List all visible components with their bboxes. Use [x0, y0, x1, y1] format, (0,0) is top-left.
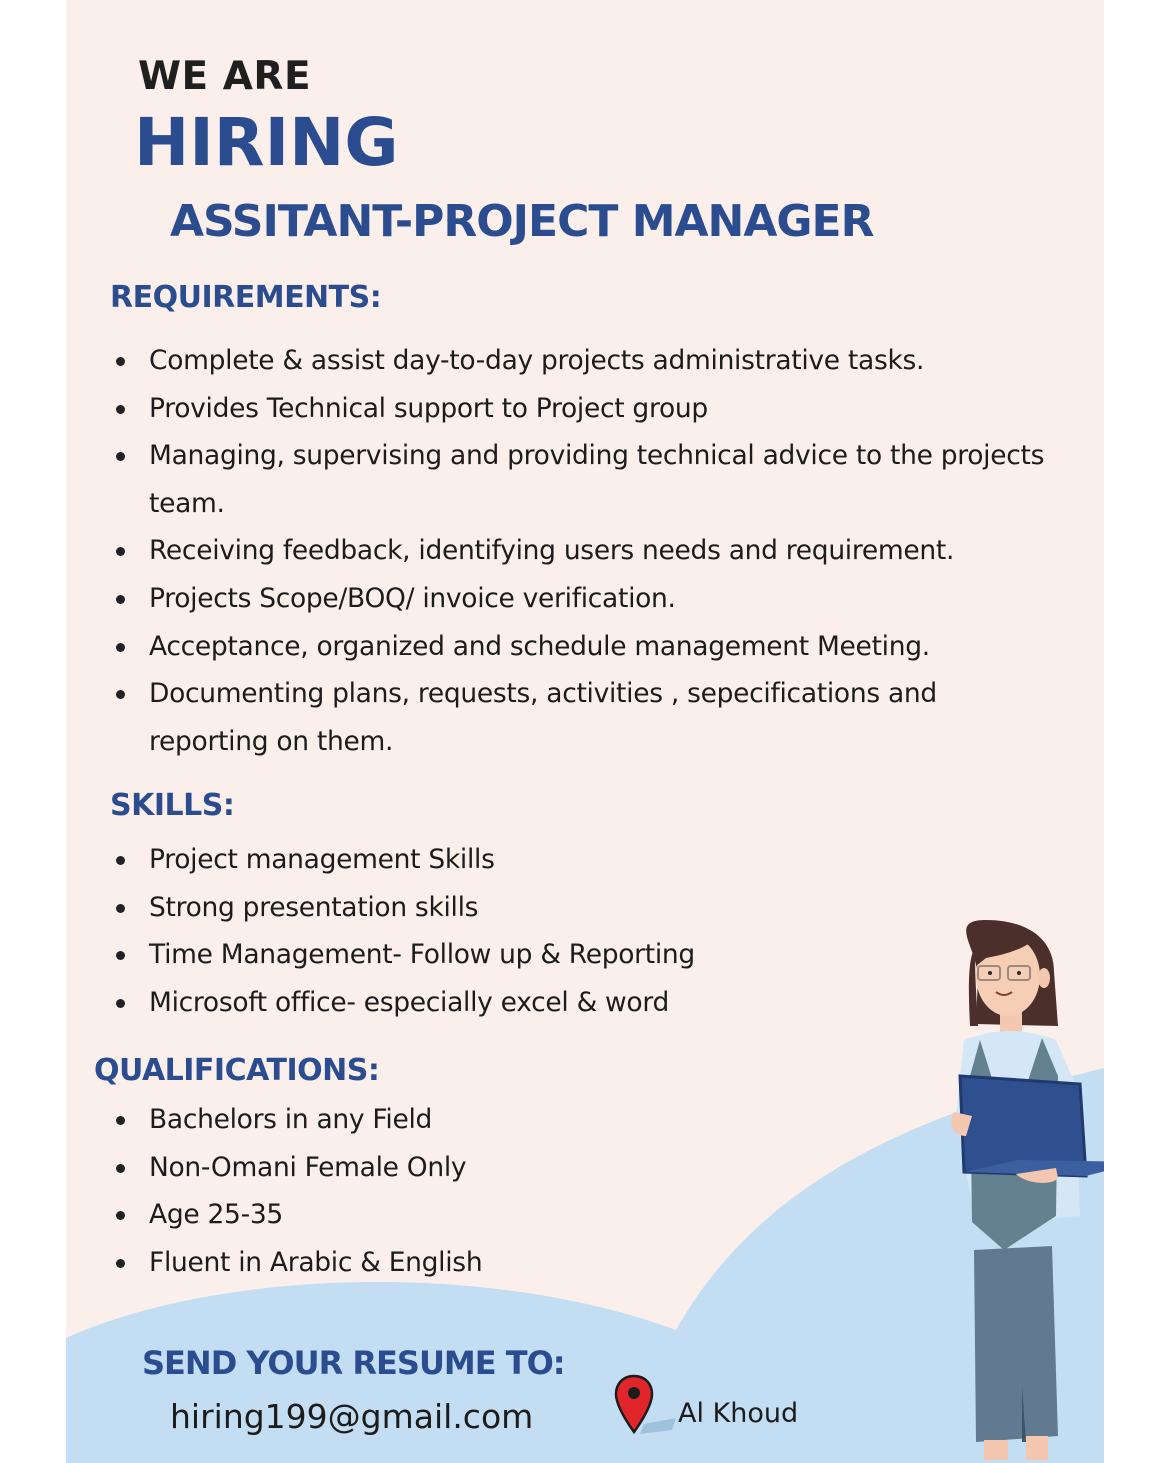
job-title: ASSITANT-PROJECT MANAGER [170, 196, 874, 247]
list-item: Project management Skills [116, 836, 836, 884]
list-item: Managing, supervising and providing technical advice to the projects team. [116, 432, 1046, 527]
list-item: Acceptance, organized and schedule management Meeting. [116, 623, 1046, 671]
hiring-heading: HIRING [134, 104, 399, 181]
send-resume-heading: SEND YOUR RESUME TO: [142, 1344, 565, 1382]
qualifications-heading: QUALIFICATIONS: [94, 1053, 380, 1088]
we-are-label: WE ARE [138, 54, 312, 99]
location-pin-icon [614, 1374, 678, 1440]
skills-heading: SKILLS: [110, 788, 235, 823]
skills-list [116, 836, 836, 1026]
list-item: Provides Technical support to Project group [116, 385, 1046, 433]
list-item: Strong presentation skills [116, 884, 836, 932]
list-item: Time Management- Follow up & Reporting [116, 931, 836, 979]
list-item: Non-Omani Female Only [116, 1144, 836, 1192]
list-item: Projects Scope/BOQ/ invoice verification. [116, 575, 1046, 623]
location-text: Al Khoud [678, 1398, 799, 1429]
list-item: Microsoft office- especially excel & word [116, 979, 836, 1027]
list-item: Documenting plans, requests, activities , sepecifications and reporting on them. [116, 670, 1046, 765]
contact-email[interactable]: hiring199@gmail.com [170, 1397, 534, 1436]
list-item: Age 25-35 [116, 1191, 836, 1239]
list-item: Bachelors in any Field [116, 1096, 836, 1144]
woman-with-laptop-illustration [876, 916, 1104, 1463]
requirements-heading: REQUIREMENTS: [110, 280, 382, 315]
list-item: Fluent in Arabic & English [116, 1239, 836, 1287]
requirements-list [116, 337, 1046, 765]
list-item: Complete & assist day-to-day projects administrative tasks. [116, 337, 1046, 385]
list-item: Receiving feedback, identifying users needs and requirement. [116, 527, 1046, 575]
qualifications-list [116, 1096, 836, 1286]
hiring-poster [66, 0, 1104, 1463]
